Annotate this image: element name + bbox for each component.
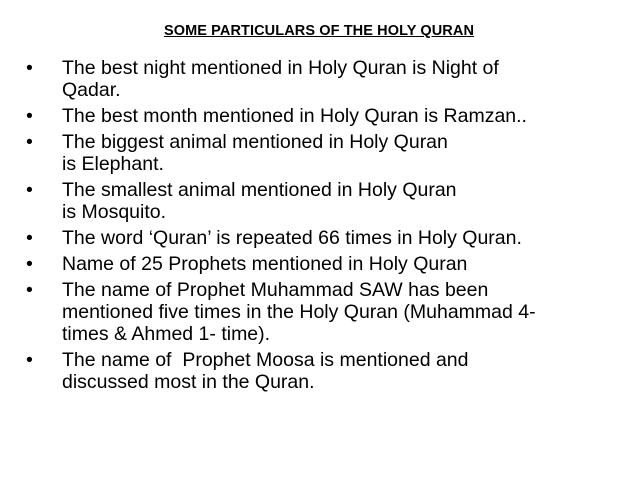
bullet-icon: • <box>26 253 33 275</box>
bullet-item <box>26 105 616 127</box>
bullet-icon: • <box>26 179 33 201</box>
bullet-icon: • <box>26 57 33 79</box>
bullet-text-line: The smallest animal mentioned in Holy Quran <box>62 179 457 201</box>
bullet-item <box>26 131 616 175</box>
bullet-icon: • <box>26 105 33 127</box>
bullet-text-line: is Elephant. <box>62 153 164 175</box>
bullet-icon: • <box>26 227 33 249</box>
bullet-item <box>26 179 616 223</box>
bullet-item <box>26 349 616 393</box>
bullet-text-line: Qadar. <box>62 79 121 101</box>
bullet-text-line: The best night mentioned in Holy Quran is Night of <box>62 57 499 79</box>
bullet-text-line: The biggest animal mentioned in Holy Quran <box>62 131 448 153</box>
bullet-text-line: The best month mentioned in Holy Quran is Ramzan.. <box>62 105 527 127</box>
bullet-icon: • <box>26 349 33 371</box>
bullet-item <box>26 253 616 275</box>
bullet-list <box>26 57 616 397</box>
slide-title: SOME PARTICULARS OF THE HOLY QURAN <box>163 23 475 39</box>
bullet-item <box>26 57 616 101</box>
bullet-item <box>26 279 616 345</box>
bullet-icon: • <box>26 131 33 153</box>
bullet-text-line: The word ‘Quran’ is repeated 66 times in Holy Quran. <box>62 227 522 249</box>
bullet-text-line: mentioned five times in the Holy Quran (Muhammad 4- <box>62 301 536 323</box>
bullet-icon: • <box>26 279 33 301</box>
bullet-text-line: discussed most in the Quran. <box>62 371 315 393</box>
bullet-item <box>26 227 616 249</box>
bullet-text-line: times & Ahmed 1- time). <box>62 323 271 345</box>
bullet-text-line: is Mosquito. <box>62 201 167 223</box>
bullet-text-line: The name of Prophet Moosa is mentioned and <box>62 349 469 371</box>
bullet-text-line: Name of 25 Prophets mentioned in Holy Quran <box>62 253 468 275</box>
bullet-text-line: The name of Prophet Muhammad SAW has been <box>62 279 489 301</box>
